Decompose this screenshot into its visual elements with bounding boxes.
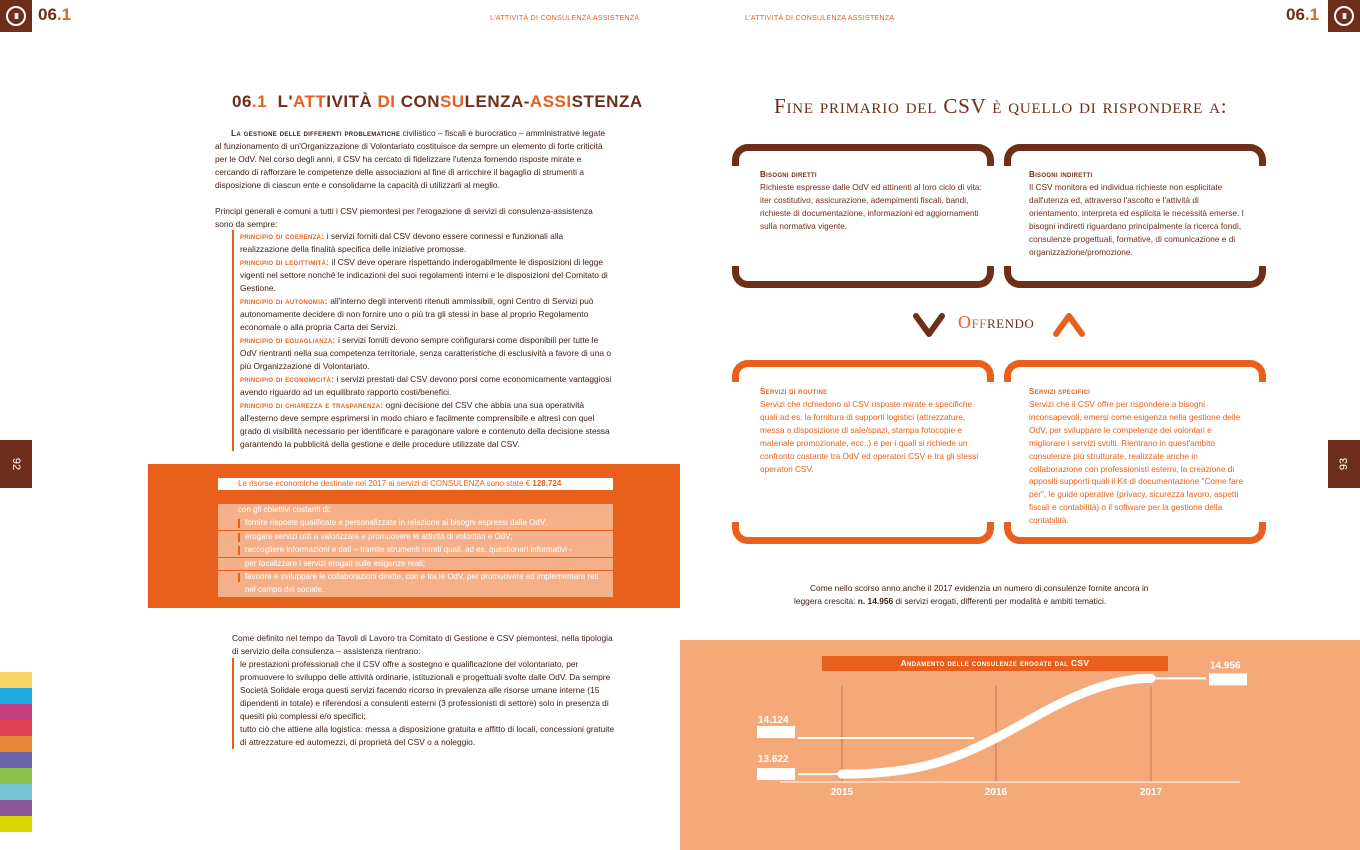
color-strip-band [0,816,32,832]
card-bracket-bottom [1004,266,1266,288]
color-strip-band [0,800,32,816]
card-title: Servizi specifici [1029,387,1091,396]
card-bracket-top [1004,144,1266,166]
color-strip-band [0,672,32,688]
principle-item [232,373,612,399]
objective-item: favorire e sviluppare le collaborazioni dirette, con e tra le OdV, per promuovere ed implementare reti [218,571,613,584]
color-strip-band [0,736,32,752]
chart-x-tick-label: 2016 [984,787,1008,798]
card-bracket-bottom [732,266,994,288]
intro-paragraph: La gestione delle differenti problematiche civilistico – fiscali e burocratico – amministrative legate al funzionamento di un'Organizzazione di Volontariato costituisce da sempre un elemento di forte criticità per le OdV. Nel corso degli anni, il CSV ha cercato di fidelizzare l'utenza fornendo risposte mirate e cercando di rafforzare le competenze delle associazioni al fine di arricchire il bagaglio di strumenti a disposizione di ciascun ente e consolidarne la capacità di utilizzarli al meglio. [215,128,606,190]
principle-item [232,256,612,295]
principle-text: ogni decisione del CSV che abbia una sua operatività all'esterno deve sempre esprimersi in modo chiaro e facilmente comprensibile e altresì con quel grado di visibilità necessario per identificare e paragonare valore e contenuto della decisione stessa garantendo la pubblicità della gestione e delle procedure utilizzate dal CSV. [240,400,610,449]
card-bracket-top [1004,360,1266,382]
principle-label: principio di eguaglianza: [240,335,336,345]
color-strip [0,672,32,832]
principle-label: principio di economicità: [240,374,335,384]
objective-item: per focalizzare i servizi erogati sulle esigenze reali; [218,558,613,571]
offrendo-label: Offrendo [958,312,1035,332]
principles-intro: Principi generali e comuni a tutti i CSV piemontesi per l'erogazione di servizi di consulenza-assistenza sono da sempre: [215,206,593,229]
chart-value-box [757,726,795,738]
principle-text: all'interno degli interventi ritenuti ammissibili, ogni Centro di Servizi può autonomamente decidere di non fornire uno o più tra gli stessi in base al proprio Regolamento economale o alla propria Carta dei Servizi. [240,296,594,332]
principles-list [232,230,612,451]
card-bracket-top [732,360,994,382]
card-title: Bisogni indiretti [1029,170,1093,179]
chart-data-label: 14.124 [758,715,789,727]
chart-point [993,735,1000,742]
objective-item: fornire risposte qualificate e personalizzate in relazione ai bisogni espressi dalle OdV; [218,517,613,530]
page-number-left: 92 [0,440,32,488]
principle-label: principio di coerenza: [240,231,325,241]
card-body: Servizi che richiedono al CSV risposte mirate e specifiche quali ad es. la fornitura di supporti logistici (attrezzature, messa a disposizione di sale/spazi, stampa fotocopie e materiale promozionale, ecc..) e per i quali si richiede un confronto costante tra OdV ed operatori CSV e tra gli stessi operatori CSV. [760,399,979,474]
chart-data-label: 14.956 [1210,660,1241,672]
color-strip-band [0,720,32,736]
right-title: Fine primario del CSV è quello di rispondere a: [774,94,1228,118]
resources-line: Le risorse economiche destinate nel 2017 ai servizi di CONSULENZA sono state € 128.724 [218,478,613,490]
principle-text: i servizi forniti dal CSV devono essere connessi e funzionali alla realizzazione della finalità specifica delle iniziative promosse. [240,231,564,254]
chevron-down-icon [912,310,946,340]
running-head-left: L'ATTIVITÀ DI CONSULENZA ASSISTENZA [490,15,640,22]
principle-item [232,295,612,334]
chart-series-line [842,678,1151,774]
principle-label: principio di chiarezza e trasparenza: [240,400,384,410]
chart-value-box [1209,673,1247,685]
principle-item [232,230,612,256]
color-strip-band [0,688,32,704]
chart-x-tick-label: 2015 [830,787,854,798]
principle-label: principio di autonomia: [240,296,328,306]
growth-paragraph: Come nello scorso anno anche il 2017 evidenzia un numero di consulenze fornite ancora in leggera crescita: n. 14.956 di servizi erogati, differenti per modalità e ambiti tematici. [794,583,1149,606]
card-title: Bisogni diretti [760,170,817,179]
card-body: Servizi che il CSV offre per rispondere a bisogni inconsapevoli, emersi come esigenza nella gestione delle OdV, per sviluppare le competenze dei volontari e migliorare i servizi svolti. Rientrano in quest'ambito consulenze più strutturate, realizzate anche in collaborazione con professionisti esterni, la creazione di appositi supporti quali il Kit di documentazione "Come fare per", le guide operative (privacy, sicurezza lavoro, aspetti fiscali e contabilità) o il software per la gestione della contabilità. [1029,399,1244,526]
chart-point [839,771,846,778]
objective-item: nel campo del sociale. [218,584,613,597]
chart-title: Andamento delle consulenze erogate dal CSV [822,656,1168,671]
chart-value-box [757,768,795,780]
objective-item: raccogliere informazioni e dati – tramite strumenti mirati quali, ad es. questionari informativi - [218,544,613,557]
objectives-intro: con gli obiettivi costanti di: [218,504,613,517]
chapter-number-right: 06.1 [1286,5,1320,24]
chart-point [1148,675,1155,682]
section-title: 06.1 L'ATTIVITÀ DI CONSULENZA-ASSISTENZA [232,92,643,111]
objective-item: erogare servizi utili a valorizzare e promuovere le attività di volontari e OdV; [218,531,613,544]
card-body: Richieste espresse dalle OdV ed attinenti al loro ciclo di vita: iter costitutivo, assicurazione, adempimenti fiscali, bandi, richieste di documentazione, informazioni ed aggiornamenti sulla normativa vigente. [760,182,982,231]
color-strip-band [0,704,32,720]
color-strip-band [0,752,32,768]
services-intro: Come definito nel tempo da Tavoli di Lavoro tra Comitato di Gestione e CSV piemontesi, nella tipologia di servizio della consulenza – assistenza rientrano: [232,633,613,656]
card-body: Il CSV monitora ed individua richieste non esplicitate dall'utenza ed, attraverso l'ascolto e l'attività di orientamento, interpreta ed esplicita le necessità emerse. I bisogni indiretti riguardano principalmente la ricerca fondi, consulenze progettuali, formative, di comunicazione e di organizzazione/promozione. [1029,182,1244,257]
running-head-right: L'ATTIVITÀ DI CONSULENZA ASSISTENZA [745,15,895,22]
chart-x-tick-label: 2017 [1139,787,1163,798]
services-bullet: tutto ciò che attiene alla logistica: messa a disposizione gratuita e affitto di locali, concessioni gratuite di attrezzature ed automezzi, di proprietà del CSV o a noleggio. [232,723,617,749]
chapter-roman-icon: III [1334,6,1354,26]
color-strip-band [0,784,32,800]
page-number-right: 93 [1328,440,1360,488]
principle-item [232,334,612,373]
color-strip-band [0,768,32,784]
card-bracket-top [732,144,994,166]
chapter-number-left: 06.1 [38,5,72,24]
services-text [232,632,617,749]
principle-item [232,399,612,451]
services-bullet: le prestazioni professionali che il CSV offre a sostegno e qualificazione del volontariato, per promuovere lo sviluppo delle attività ordinarie, istituzionali e progettuali svolte dalle OdV. Da sempre Società Solidale eroga questi servizi facendo ricorso in prevalenza alle risorse umane interne (15 dipendenti in totale) e riferendosi a consulenti esterni (3 professionisti di settore) solo in presenza di quesiti più complessi e/o specifici; [232,658,617,723]
chevron-up-icon [1052,310,1086,340]
consultations-line-chart [680,640,1360,850]
principle-text: il CSV deve operare rispettando inderogabilmente le disposizioni di legge vigenti nel settore nonché le indicazioni dei suoi regolamenti interni e le disposizioni del Comitato di Gestione. [240,257,608,293]
chapter-roman-icon: III [6,6,26,26]
card-title: Servizi di routine [760,387,828,396]
principle-text: i servizi prestati dal CSV devono porsi come economicamente vantaggiosi avendo riguardo ad un equilibrato rapporto costi/benefici. [240,374,612,397]
chart-data-label: 13.622 [758,754,789,766]
chapter-badge-left [0,0,32,32]
principle-text: i servizi forniti devono sempre configurarsi come disponibili per tutte le OdV rientranti nella sua competenza territoriale, senza caratteristiche di esclusività a favore di una o più Organizzazione di Volontariato. [240,335,612,371]
principle-label: principio di legittimità: [240,257,330,267]
objectives-list [218,504,613,598]
chapter-badge-right [1328,0,1360,32]
card-bracket-bottom [732,522,994,544]
